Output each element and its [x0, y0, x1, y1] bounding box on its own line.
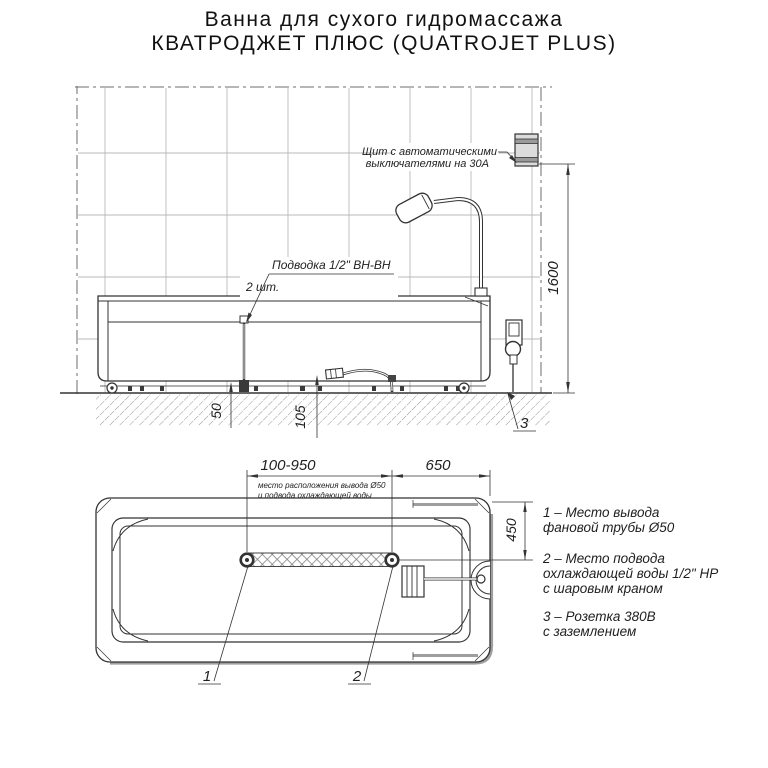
caster-wheel-right	[459, 383, 469, 393]
floor-hatch	[96, 395, 550, 426]
legend-item2-line1: 2 – Место подвода	[543, 551, 665, 566]
range-note-line-1: место расположения вывода Ø50	[258, 481, 386, 490]
legend-item2-line3: с шаровым краном	[543, 581, 663, 596]
dim-650	[392, 457, 490, 496]
dim-105-label: 105	[292, 405, 308, 429]
legend	[542, 505, 718, 639]
range-note-line-2: и подвода охлаждающей воды	[258, 491, 372, 500]
callout-1-label: 1	[202, 668, 212, 685]
socket-380v	[506, 320, 523, 392]
breaker-note-line-1: Щит с автоматическими	[361, 146, 497, 158]
breaker-panel	[515, 134, 538, 166]
legend-item1-line1: 1 – Место вывода	[543, 505, 660, 520]
dim-1600-label: 1600	[545, 261, 562, 295]
breaker-note-line-2: выключателями на 30А	[365, 158, 489, 170]
legend-item2-line2: охлаждающей воды 1/2" НР	[543, 566, 719, 581]
breaker-panel-note	[362, 143, 517, 171]
dim-range-label: 100-950	[260, 457, 316, 474]
connection-strip	[241, 553, 399, 567]
dim-450-label: 450	[503, 518, 519, 542]
caster-wheel-left	[107, 383, 117, 393]
title-line-2: КВАТРОДЖЕТ ПЛЮС (QUATROJET PLUS)	[151, 32, 617, 55]
ball-valve	[402, 566, 424, 597]
dim-450	[492, 502, 533, 560]
supply-note-line-2: 2 шт.	[246, 280, 280, 294]
bathtub-plan-view	[96, 498, 533, 663]
supply-note-line-1: Подводка 1/2" ВН-ВН	[272, 258, 391, 272]
legend-item3-line2: с заземлением	[543, 624, 637, 639]
callout-3-label: 3	[520, 415, 529, 432]
sprayer-head	[393, 191, 434, 226]
dim-1600	[539, 164, 575, 393]
legend-item3-line1: 3 – Розетка 380В	[543, 609, 656, 624]
dim-50-label: 50	[208, 403, 224, 419]
callout-2-label: 2	[352, 668, 362, 685]
legend-item1-line2: фановой трубы Ø50	[543, 520, 675, 535]
drawing-title	[151, 8, 616, 55]
bathtub-side-view	[98, 296, 490, 393]
title-line-1: Ванна для сухого гидромассажа	[204, 8, 564, 31]
dim-650-label: 650	[425, 457, 451, 474]
gooseneck-sprayer	[393, 191, 487, 296]
